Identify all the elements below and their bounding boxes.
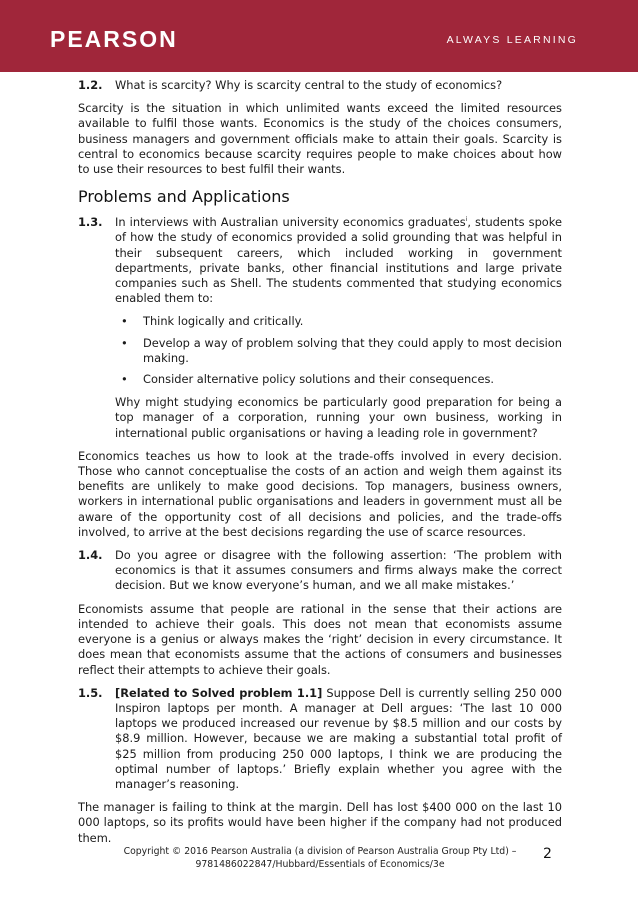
list-item-text: Consider alternative policy solutions and their consequences. [143, 372, 495, 387]
question-number: 1.2. [78, 78, 103, 92]
answer-1-3: Economics teaches us how to look at the trade-offs involved in every decision. Those who cannot conceptualise the costs of an action and weigh them against its benefits are unlikely to make good decisions. Top managers, business owners, workers in international public organisations and leaders in government must all be aware of the opportunity cost of all decisions and policies, and the trade-offs involved, to arrive at the best decisions regarding the use of scarce resources. [78, 448, 562, 539]
bullet-icon: • [121, 372, 128, 387]
pearson-logo: PEARSON [50, 26, 178, 52]
intro-part-b: , students spoke of how the study of economics provided a solid grounding that was helpful in their subsequent careers, which included working in government departments, private banks, other financial institutions and large private companies such as Shell. The students commented that studying economics enabled them to: [115, 215, 562, 306]
question-1-3 [78, 215, 562, 441]
list-item [115, 314, 562, 329]
question-number: 1.3. [78, 215, 103, 230]
question-text: What is scarcity? Why is scarcity central to the study of economics? [115, 78, 503, 92]
question-body [115, 215, 562, 441]
footnote-marker: i [465, 216, 468, 224]
copyright-line: Copyright © 2016 Pearson Australia (a division of Pearson Australia Group Pty Ltd) – [123, 846, 517, 857]
question-text: Do you agree or disagree with the following assertion: ‘The problem with economics is that it assumes consumers and firms always make the correct decision. But we know everyone’s human, and we all make mistakes.’ [115, 548, 562, 593]
question-intro [115, 215, 562, 306]
bullet-icon: • [121, 335, 128, 350]
related-problem-label: [Related to Solved problem 1.1] [115, 685, 323, 700]
question-1-5 [78, 686, 562, 792]
list-item-text: Think logically and critically. [143, 314, 304, 329]
section-heading: Problems and Applications [78, 187, 290, 207]
list-item [115, 336, 562, 366]
copyright-footer [120, 846, 520, 871]
bullet-icon: • [121, 314, 128, 329]
question-number: 1.4. [78, 548, 103, 563]
question-text: Suppose Dell is currently selling 250 000 Inspiron laptops per month. A manager at Dell argues: ‘The last 10 000 laptops we produced increased our revenue by $8.5 million and our costs by $8.9 million. However, because we are making a substantial total profit of $25 million from producing 250 000 laptops, I think we are producing the optimal number of laptops.’ Briefly explain whether you agree with the manager’s reasoning. [115, 685, 562, 791]
list-item-text: Develop a way of problem solving that they could apply to most decision making. [143, 335, 562, 365]
header-banner [0, 0, 638, 72]
intro-part-a: In interviews with Australian university economics graduates [115, 215, 466, 230]
question-number: 1.5. [78, 685, 103, 700]
answer-1-5: The manager is failing to think at the margin. Dell has lost $400 000 on the last 10 000 laptops, so its profits would have been higher if the company had not produced them. [78, 800, 562, 845]
page-content [78, 78, 562, 854]
header-tagline: ALWAYS LEARNING [446, 34, 578, 46]
question-1-2 [78, 78, 562, 93]
page-number: 2 [543, 846, 552, 862]
question-text: Why might studying economics be particularly good preparation for being a top manager of a corporation, running your own business, working in international public organisations or having a leading role in government? [115, 395, 562, 440]
skills-list [115, 314, 562, 387]
answer-1-4: Economists assume that people are rational in the sense that their actions are intended to achieve their goals. This does not mean that economists assume everyone is a genius or always makes the ‘right’ decision in every circumstance. It does mean that economists assume that the actions of consumers and businesses reflect their attempts to achieve their goals. [78, 601, 562, 677]
question-1-4 [78, 548, 562, 594]
question-body [115, 686, 562, 792]
list-item [115, 372, 562, 387]
isbn-line: 9781486022847/Hubbard/Essentials of Economics/3e [195, 858, 445, 870]
answer-1-2: Scarcity is the situation in which unlimited wants exceed the limited resources available to fulfil those wants. Economics is the study of the choices consumers, business managers and government officials make to attain their goals. Scarcity is central to economics because scarcity requires people to make choices about how to use their resources to best fulfil their wants. [78, 101, 562, 177]
